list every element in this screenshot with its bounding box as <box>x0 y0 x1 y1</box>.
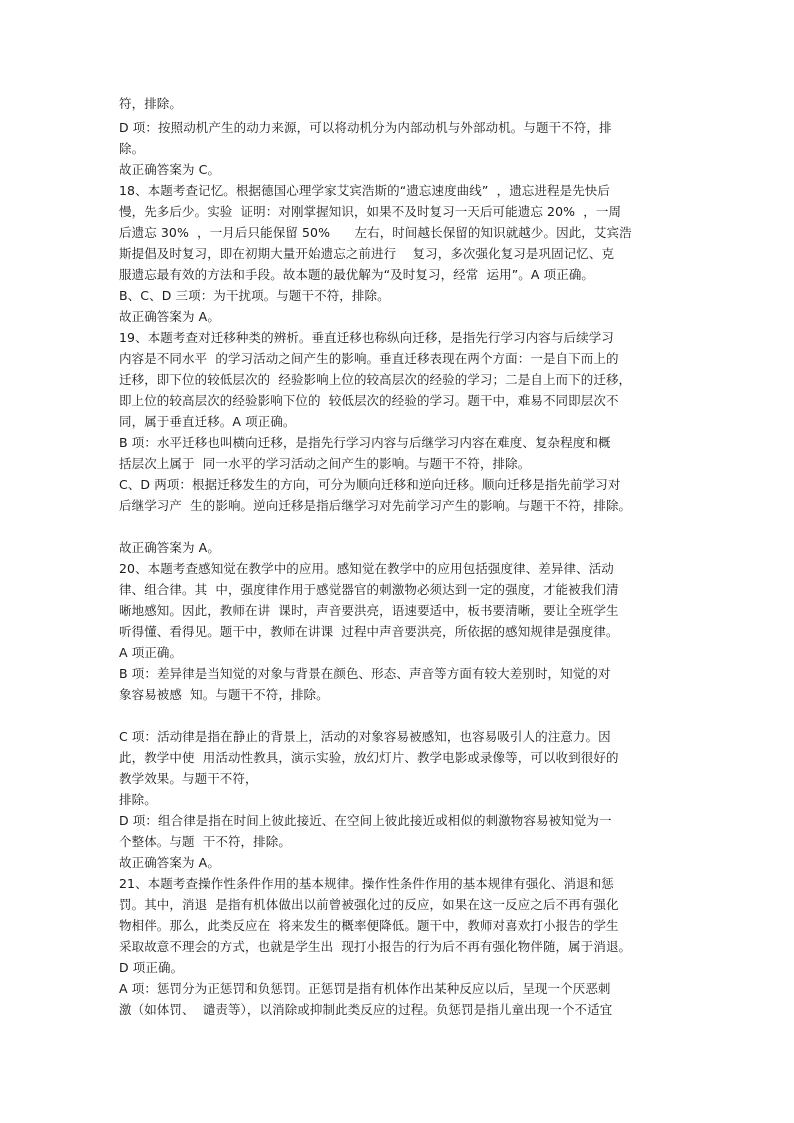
text-line: 象容易被感 知。与题干不符，排除。 <box>119 687 329 702</box>
text-line: B 项：差异律是当知觉的对象与背景在颜色、形态、声音等方面有较大差别时，知觉的对 <box>119 666 611 681</box>
text-line: 21、本题考查操作性条件作用的基本规律。操作性条件作用的基本规律有强化、消退和惩 <box>119 876 614 891</box>
text-line: 符，排除。 <box>119 96 183 111</box>
text-line: 律、组合律。其 中，强度律作用于感觉器官的刺激物必须达到一定的强度，才能被我们清 <box>119 582 619 597</box>
text-line: 故正确答案为 C。 <box>119 162 221 177</box>
text-line: 慢，先多后少。实验 证明：对刚掌握知识，如果不及时复习一天后可能遗忘 20% ，一周 <box>119 204 622 219</box>
text-line: 听得懂、看得见。题干中，教师在讲课 过程中声音要洪亮，所依据的感知规律是强度律。 <box>119 624 619 639</box>
text-line: C、D 两项：根据迁移发生的方向，可分为顺向迁移和逆向迁移。顺向迁移是指先前学习对 <box>119 477 621 492</box>
text-line: 括层次上属于 同一水平的学习活动之间产生的影响。与题干不符，排除。 <box>119 456 531 471</box>
text-line: D 项：按照动机产生的动力来源，可以将动机分为内部动机与外部动机。与题干不符，排 <box>119 120 612 135</box>
text-line: 内容是不同水平 的学习活动之间产生的影响。垂直迁移表现在两个方面：一是自下而上的 <box>119 351 619 366</box>
text-line: 罚。其中，消退 是指有机体做出以前曾被强化过的反应，如果在这一反应之后不再有强化 <box>119 897 619 912</box>
text-line: A 项：惩罚分为正惩罚和负惩罚。正惩罚是指有机体作出某种反应以后，呈现一个厌恶刺 <box>119 981 611 996</box>
text-line: A 项正确。 <box>119 645 183 660</box>
text-line: 故正确答案为 A。 <box>119 855 220 870</box>
text-line: 激（如体罚、 谴责等），以消除或抑制此类反应的过程。负惩罚是指儿童出现一个不适宜 <box>119 1002 613 1017</box>
text-line: 晰地感知。因此，教师在讲 课时，声音要洪亮，语速要适中，板书要清晰，要让全班学生 <box>119 603 619 618</box>
text-line: 后继学习产 生的影响。逆向迁移是指后继学习对先前学习产生的影响。与题干不符，排除。 <box>119 498 632 513</box>
text-line: 除。 <box>119 141 145 156</box>
text-line: 后遗忘 30% ，一月后只能保留 50% 左右，时间越长保留的知识就越少。因此，艾宾浩 <box>119 225 632 240</box>
text-line: 同，属于垂直迁移。A 项正确。 <box>119 414 296 429</box>
text-line: 故正确答案为 A。 <box>119 540 220 555</box>
text-line: D 项：组合律是指在时间上彼此接近、在空间上彼此接近或相似的刺激物容易被知觉为一 <box>119 813 612 828</box>
text-line: 个整体。与题 干不符，排除。 <box>119 834 291 849</box>
text-line: 18、本题考查记忆。根据德国心理学家艾宾浩斯的“遗忘速度曲线” ，遗忘进程是先快后 <box>119 183 611 198</box>
text-line: 服遗忘最有效的方法和手段。故本题的最优解为“及时复习，经常 运用”。A 项正确。 <box>119 267 595 282</box>
text-line: C 项：活动律是指在静止的背景上，活动的对象容易被感知，也容易吸引人的注意力。因 <box>119 729 611 744</box>
text-line: 此，教学中使 用活动性教具，演示实验，放幻灯片、教学电影或录像等，可以收到很好的 <box>119 750 619 765</box>
text-line: 20、本题考查感知觉在教学中的应用。感知觉在教学中的应用包括强度律、差异律、活动 <box>119 561 614 576</box>
text-line: 即上位的较高层次的经验影响下位的 较低层次的经验的学习。题干中，难易不同即层次不 <box>119 393 619 408</box>
text-line: B、C、D 三项：为干扰项。与题干不符，排除。 <box>119 288 390 303</box>
text-line: 物相伴。那么，此类反应在 将来发生的概率便降低。题干中，教师对喜欢打小报告的学生 <box>119 918 619 933</box>
text-line: 故正确答案为 A。 <box>119 309 220 324</box>
text-line: 教学效果。与题干不符， <box>119 771 258 786</box>
text-line: 排除。 <box>119 792 157 807</box>
text-line: 19、本题考查对迁移种类的辨析。垂直迁移也称纵向迁移，是指先行学习内容与后续学习 <box>119 330 614 345</box>
text-line: B 项：水平迁移也叫横向迁移，是指先行学习内容与后继学习内容在难度、复杂程度和概 <box>119 435 611 450</box>
text-line: 采取故意不理会的方式，也就是学生出 现打小报告的行为后不再有强化物伴随，属于消退。 <box>119 939 632 954</box>
text-line: 迁移，即下位的较低层次的 经验影响上位的较高层次的经验的学习；二是自上而下的迁移， <box>119 372 632 387</box>
text-line: D 项正确。 <box>119 960 184 975</box>
text-line: 斯提倡及时复习，即在初期大量开始遗忘之前进行 复习，多次强化复习是巩固记忆、克 <box>119 246 615 261</box>
